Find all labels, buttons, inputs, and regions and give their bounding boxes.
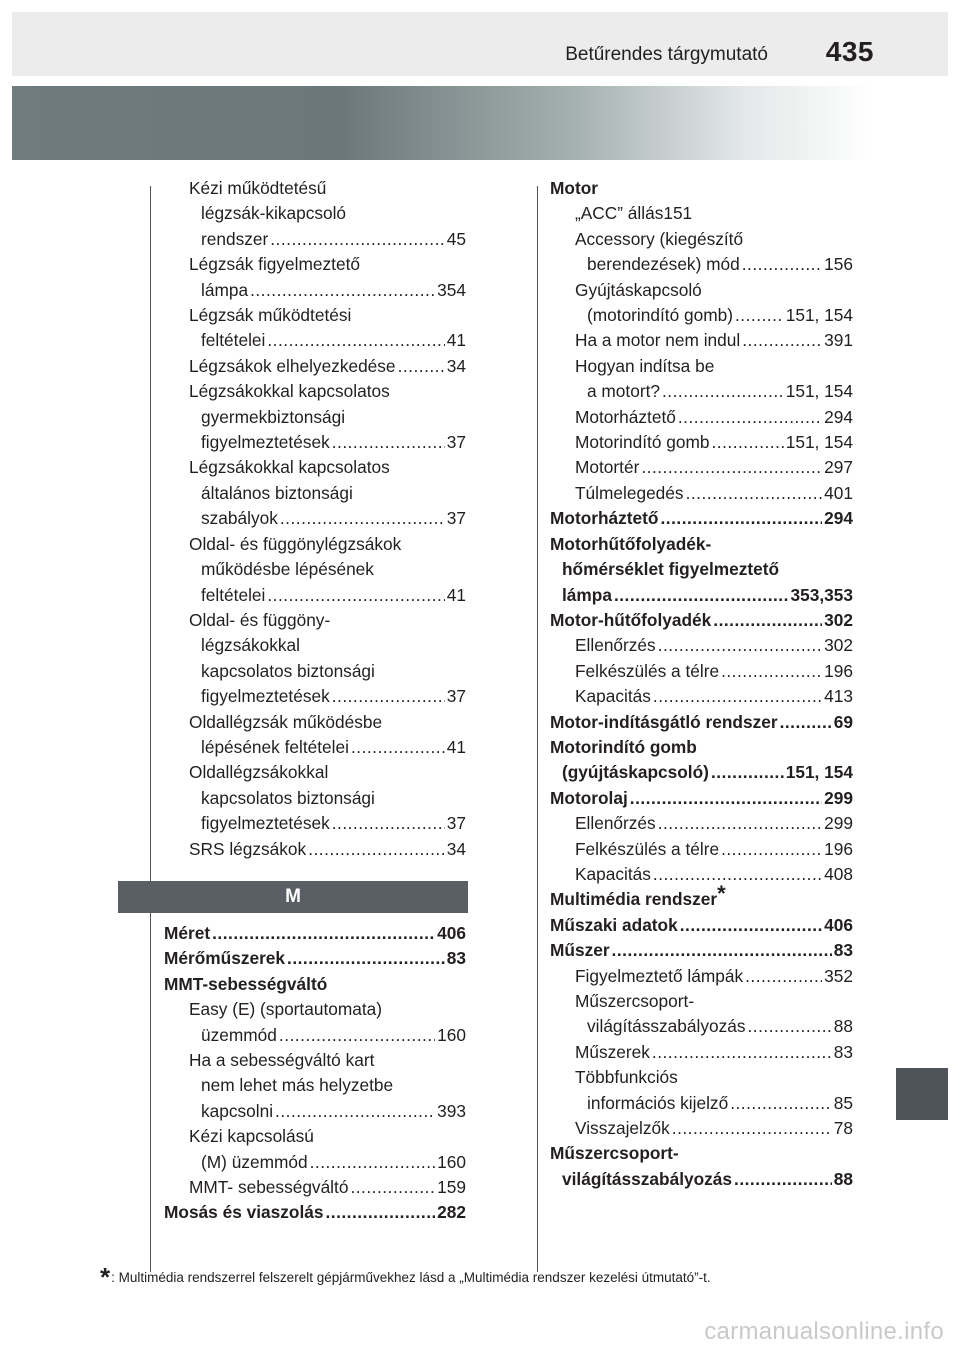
entry-text: gyermekbiztonsági xyxy=(201,406,346,427)
footnote xyxy=(100,1262,711,1293)
index-entry xyxy=(189,1175,466,1200)
page-ref: 83 xyxy=(833,940,853,961)
index-entry xyxy=(575,837,853,862)
entry-term: Felkészülés a télre xyxy=(575,660,720,681)
entry-line xyxy=(189,430,466,455)
leader-dots xyxy=(612,938,832,963)
leader-dots xyxy=(630,786,822,811)
leader-dots xyxy=(686,481,823,506)
entry-term: Méret xyxy=(164,922,211,943)
index-entry xyxy=(164,972,466,997)
leader-dots xyxy=(310,1150,436,1175)
leader-dots xyxy=(678,405,822,430)
index-entry xyxy=(575,455,853,480)
index-entry xyxy=(575,811,853,836)
entry-line xyxy=(189,1023,466,1048)
entry-text: általános biztonsági xyxy=(201,482,353,503)
entry-line xyxy=(189,328,466,353)
page-ref: 37 xyxy=(446,432,466,453)
entry-line xyxy=(575,430,853,455)
entry-line xyxy=(550,506,853,531)
entry-text: légzsákokkal xyxy=(201,635,300,656)
entry-line xyxy=(189,735,466,760)
index-entry xyxy=(550,710,853,735)
entry-text: Légzsák figyelmeztető xyxy=(189,254,360,275)
page-ref: 354 xyxy=(437,279,466,300)
entry-line xyxy=(575,328,853,353)
entry-term: kapcsolni xyxy=(201,1100,274,1121)
entry-term: Visszajelzők xyxy=(575,1118,670,1139)
entry-term: Műszerek xyxy=(575,1041,650,1062)
page-ref: 34 xyxy=(446,355,466,376)
entry-term: a motort? xyxy=(587,381,660,402)
entry-line xyxy=(189,354,466,379)
entry-line xyxy=(164,1200,466,1225)
index-entry xyxy=(575,659,853,684)
leader-dots xyxy=(308,837,445,862)
entry-line xyxy=(189,837,466,862)
entry-term: Ellenőrzés xyxy=(575,635,656,656)
index-entry xyxy=(575,989,853,1040)
entry-line xyxy=(550,1167,853,1192)
entry-term: MMT- sebességváltó xyxy=(189,1177,349,1198)
page-ref: 85 xyxy=(833,1092,853,1113)
page-ref: 159 xyxy=(437,1177,466,1198)
page-ref: 401 xyxy=(824,482,853,503)
index-entry xyxy=(575,328,853,353)
entry-line xyxy=(189,811,466,836)
entry-text: Motorhűtőfolyadék- xyxy=(550,533,712,554)
entry-line xyxy=(575,379,853,404)
index-entry xyxy=(550,506,853,531)
index-entry xyxy=(575,278,853,329)
entry-term: Túlmelegedés xyxy=(575,482,684,503)
page-ref: 393 xyxy=(437,1100,466,1121)
page-ref: 294 xyxy=(824,508,853,529)
leader-dots xyxy=(711,430,783,455)
entry-text: Kézi kapcsolású xyxy=(189,1126,314,1147)
entry-text: kapcsolatos biztonsági xyxy=(201,787,375,808)
leader-dots xyxy=(280,506,445,531)
page-ref: 413 xyxy=(824,686,853,707)
entry-text: Műszercsoport- xyxy=(550,1143,679,1164)
entry-line xyxy=(575,811,853,836)
page-ref: 45 xyxy=(446,228,466,249)
index-entry xyxy=(575,1040,853,1065)
page-number: 435 xyxy=(825,36,874,67)
index-entry xyxy=(550,608,853,633)
leader-dots xyxy=(748,1014,832,1039)
page-ref: 41 xyxy=(446,330,466,351)
leader-dots xyxy=(267,328,444,353)
entry-term: figyelmeztetések xyxy=(201,813,330,834)
entry-text: hőmérséklet figyelmeztető xyxy=(562,559,780,580)
entry-text: légzsák-kikapcsoló xyxy=(201,203,347,224)
index-entry xyxy=(189,354,466,379)
entry-term: Motor-indításgátló rendszer xyxy=(550,711,778,732)
index-entry xyxy=(575,430,853,455)
index-entry xyxy=(575,227,853,278)
page-ref: 353,353 xyxy=(790,584,853,605)
index-entry xyxy=(550,786,853,811)
index-entry xyxy=(575,633,853,658)
entry-term: lépésének feltételei xyxy=(201,736,349,757)
entry-line xyxy=(550,760,853,785)
leader-dots xyxy=(325,1200,435,1225)
entry-heading: Multimédia rendszer* xyxy=(550,881,726,910)
page-ref: 294 xyxy=(824,406,853,427)
index-entry xyxy=(550,913,853,938)
leader-dots xyxy=(350,1175,435,1200)
leader-dots xyxy=(680,913,822,938)
page-ref: 297 xyxy=(824,457,853,478)
leader-dots xyxy=(398,354,445,379)
leader-dots xyxy=(351,735,445,760)
entry-term: üzemmód xyxy=(201,1024,277,1045)
leader-dots xyxy=(267,583,444,608)
index-entry xyxy=(189,837,466,862)
entry-term: világításszabályozás xyxy=(587,1016,746,1037)
entry-term: figyelmeztetések xyxy=(201,432,330,453)
entry-line xyxy=(575,303,853,328)
entry-text: Oldallégzsák működésbe xyxy=(189,711,383,732)
entry-term: Ellenőrzés xyxy=(575,813,656,834)
index-entry xyxy=(575,481,853,506)
right-column-rule xyxy=(537,186,538,1272)
entry-text: „ACC” állás151 xyxy=(575,203,693,224)
entry-line xyxy=(550,608,853,633)
left-entries xyxy=(189,176,466,862)
page-ref: 160 xyxy=(437,1151,466,1172)
entry-term: lámpa xyxy=(201,279,249,300)
page-ref: 151, 154 xyxy=(785,432,853,453)
index-entry xyxy=(575,201,853,226)
entry-line xyxy=(189,1150,466,1175)
page-ref: 37 xyxy=(446,813,466,834)
entry-term: Mérőműszerek xyxy=(164,948,286,969)
page-ref: 37 xyxy=(446,508,466,529)
entry-line xyxy=(189,684,466,709)
entry-line xyxy=(575,252,853,277)
leader-dots xyxy=(614,583,789,608)
entry-line xyxy=(189,1175,466,1200)
entry-line xyxy=(189,227,466,252)
index-entry xyxy=(575,354,853,405)
entry-line xyxy=(575,1091,853,1116)
entry-line xyxy=(550,938,853,963)
footnote-text: : Multimédia rendszerrel felszerelt gépjárművekhez lásd a „Multimédia rendszer kezelési útmutató”-t. xyxy=(111,1270,711,1285)
page-ref: 34 xyxy=(446,838,466,859)
entry-text: Légzsákokkal kapcsolatos xyxy=(189,381,390,402)
entry-term: Motorindító gomb xyxy=(575,432,710,453)
entry-line xyxy=(575,659,853,684)
entry-line xyxy=(189,278,466,303)
entry-text: Easy (E) (sportautomata) xyxy=(189,999,383,1020)
index-right-column xyxy=(550,176,853,1192)
entry-line xyxy=(164,946,466,971)
entry-term: (motorindító gomb) xyxy=(587,305,733,326)
leader-dots xyxy=(734,1167,832,1192)
leader-dots xyxy=(653,862,822,887)
entry-term: világításszabályozás xyxy=(562,1168,733,1189)
leader-dots xyxy=(780,710,832,735)
entry-line xyxy=(575,481,853,506)
index-entry xyxy=(164,1200,466,1225)
entry-text: Kézi működtetésű xyxy=(189,178,327,198)
index-entry xyxy=(189,455,466,531)
leader-dots xyxy=(212,921,435,946)
entry-line xyxy=(575,1040,853,1065)
page-ref: 302 xyxy=(824,635,853,656)
entry-text: Oldallégzsákokkal xyxy=(189,762,329,783)
index-entry xyxy=(189,303,466,354)
leader-dots xyxy=(332,811,445,836)
entry-term: Motorolaj xyxy=(550,787,628,808)
index-entry xyxy=(189,1124,466,1175)
entry-line xyxy=(575,405,853,430)
header-bar xyxy=(12,12,948,76)
entry-term: lámpa xyxy=(562,584,612,605)
entry-text: Légzsák működtetési xyxy=(189,305,352,326)
leader-dots xyxy=(270,227,445,252)
entry-term: Légzsákok elhelyezkedése xyxy=(189,355,396,376)
entry-line xyxy=(575,837,853,862)
entry-line xyxy=(550,583,853,608)
watermark: carmanualsonline.info xyxy=(704,1318,944,1345)
entry-line xyxy=(575,862,853,887)
entry-line xyxy=(189,583,466,608)
index-entry xyxy=(189,252,466,303)
entry-text: Accessory (kiegészítő xyxy=(575,228,744,249)
entry-text: Többfunkciós xyxy=(575,1067,678,1088)
leader-dots xyxy=(652,1040,832,1065)
right-entries xyxy=(550,176,853,1192)
leader-dots xyxy=(287,946,445,971)
index-entry xyxy=(550,881,853,912)
index-entry xyxy=(189,379,466,455)
page-ref: 391 xyxy=(824,330,853,351)
entry-text: Motorindító gomb xyxy=(550,736,697,757)
entry-term: Műszaki adatok xyxy=(550,914,678,935)
leader-dots xyxy=(735,303,784,328)
leader-dots xyxy=(658,811,822,836)
index-entry xyxy=(575,862,853,887)
index-entry xyxy=(189,608,466,710)
entry-text: Oldal- és függönylégzsákok xyxy=(189,533,402,554)
left-column-rule xyxy=(150,186,151,1272)
entry-text: Oldal- és függöny- xyxy=(189,609,331,630)
leader-dots xyxy=(711,760,784,785)
entry-term: feltételei xyxy=(201,584,266,605)
index-entry xyxy=(189,532,466,608)
entry-term: Motortér xyxy=(575,457,640,478)
page-ref: 160 xyxy=(437,1024,466,1045)
index-entry xyxy=(189,176,466,252)
entry-term: Motorháztető xyxy=(575,406,676,427)
leader-dots xyxy=(641,455,822,480)
entry-term: szabályok xyxy=(201,508,278,529)
page-ref: 408 xyxy=(824,863,853,884)
page-ref: 83 xyxy=(446,948,466,969)
entry-text: Ha a sebességváltó kart xyxy=(189,1050,375,1070)
page-ref: 151, 154 xyxy=(785,762,853,783)
page-ref: 41 xyxy=(446,736,466,757)
entry-line xyxy=(189,1099,466,1124)
page-ref: 151, 154 xyxy=(785,305,853,326)
page-ref: 302 xyxy=(824,609,853,630)
page-ref: 196 xyxy=(824,838,853,859)
page-ref: 299 xyxy=(824,787,853,808)
index-entry xyxy=(575,1065,853,1116)
index-entry xyxy=(575,964,853,989)
entry-term: (gyújtáskapcsoló) xyxy=(562,762,709,783)
leader-dots xyxy=(662,379,784,404)
entry-term: (M) üzemmód xyxy=(201,1151,308,1172)
entry-line xyxy=(575,964,853,989)
page-ref: 78 xyxy=(833,1118,853,1139)
entry-term: SRS légzsákok xyxy=(189,838,307,859)
entry-line xyxy=(164,921,466,946)
entry-line xyxy=(550,710,853,735)
entry-text: működésbe lépésének xyxy=(201,559,374,580)
entry-term: Figyelmeztető lámpák xyxy=(575,965,744,986)
entry-term: Ha a motor nem indul xyxy=(575,330,741,351)
decorative-banner xyxy=(12,86,948,160)
entry-line xyxy=(575,1116,853,1141)
index-entry xyxy=(189,1048,466,1124)
footnote-ref: * xyxy=(717,881,726,907)
entry-term: Felkészülés a télre xyxy=(575,838,720,859)
page-ref: 299 xyxy=(824,813,853,834)
leader-dots xyxy=(660,506,822,531)
entry-line xyxy=(550,913,853,938)
entry-text: Műszercsoport- xyxy=(575,991,695,1011)
entry-term: Kapacitás xyxy=(575,686,651,707)
leader-dots xyxy=(721,837,822,862)
leader-dots xyxy=(730,1091,832,1116)
page-ref: 196 xyxy=(824,660,853,681)
index-entry xyxy=(189,997,466,1048)
entry-heading: Motor xyxy=(550,178,598,198)
page-ref: 406 xyxy=(437,922,466,943)
index-entry xyxy=(575,1116,853,1141)
index-entry xyxy=(164,921,466,946)
leader-dots xyxy=(745,964,822,989)
index-entry xyxy=(189,710,466,761)
leader-dots xyxy=(279,1023,435,1048)
entry-term: rendszer xyxy=(201,228,269,249)
leader-dots xyxy=(742,328,822,353)
leader-dots xyxy=(250,278,435,303)
entry-text: Hogyan indítsa be xyxy=(575,355,715,376)
leader-dots xyxy=(275,1099,435,1124)
page-ref: 156 xyxy=(824,254,853,275)
page-ref: 88 xyxy=(833,1016,853,1037)
page-ref: 37 xyxy=(446,686,466,707)
index-entry xyxy=(575,684,853,709)
entry-text: nem lehet más helyzetbe xyxy=(201,1075,394,1096)
page-ref: 83 xyxy=(833,1041,853,1062)
entry-term: Motorháztető xyxy=(550,508,659,529)
leader-dots xyxy=(721,659,822,684)
entry-text: kapcsolatos biztonsági xyxy=(201,660,375,681)
entry-line xyxy=(189,506,466,531)
entry-term: információs kijelző xyxy=(587,1092,729,1113)
page-ref: 151, 154 xyxy=(785,381,853,402)
leader-dots xyxy=(713,608,822,633)
page-ref: 41 xyxy=(446,584,466,605)
entry-line xyxy=(550,786,853,811)
chapter-thumb-tab xyxy=(896,1068,948,1120)
footnote-marker: * xyxy=(100,1262,111,1292)
section-letter-m: M xyxy=(118,881,468,913)
leader-dots xyxy=(653,684,822,709)
index-entry xyxy=(550,938,853,963)
entry-term: Motor-hűtőfolyadék xyxy=(550,609,712,630)
entry-term: berendezések) mód xyxy=(587,254,740,275)
index-left-column xyxy=(164,176,466,1226)
page-ref: 282 xyxy=(437,1202,466,1223)
index-entry xyxy=(550,1141,853,1192)
leader-dots xyxy=(332,684,445,709)
entry-text: Gyújtáskapcsoló xyxy=(575,279,702,300)
m-entries xyxy=(164,921,466,1226)
leader-dots xyxy=(658,633,822,658)
entry-text: Légzsákokkal kapcsolatos xyxy=(189,457,390,478)
index-entry xyxy=(164,946,466,971)
entry-line xyxy=(575,455,853,480)
entry-line xyxy=(575,633,853,658)
leader-dots xyxy=(742,252,822,277)
entry-term: feltételei xyxy=(201,330,266,351)
page-ref: 352 xyxy=(824,965,853,986)
entry-heading: MMT-sebességváltó xyxy=(164,973,328,994)
entry-term: Műszer xyxy=(550,940,610,961)
index-entry xyxy=(575,405,853,430)
leader-dots xyxy=(332,430,445,455)
entry-line xyxy=(575,1014,853,1039)
entry-term: figyelmeztetések xyxy=(201,686,330,707)
index-entry xyxy=(550,176,853,201)
entry-line xyxy=(575,684,853,709)
index-entry xyxy=(189,760,466,836)
page-ref: 88 xyxy=(833,1168,853,1189)
index-entry xyxy=(550,532,853,608)
index-entry xyxy=(550,735,853,786)
entry-term: Kapacitás xyxy=(575,863,651,884)
running-header-title: Betűrendes tárgymutató xyxy=(565,44,768,65)
entry-term: Mosás és viaszolás xyxy=(164,1202,324,1223)
page-ref: 69 xyxy=(833,711,853,732)
page-ref: 406 xyxy=(824,914,853,935)
leader-dots xyxy=(672,1116,832,1141)
